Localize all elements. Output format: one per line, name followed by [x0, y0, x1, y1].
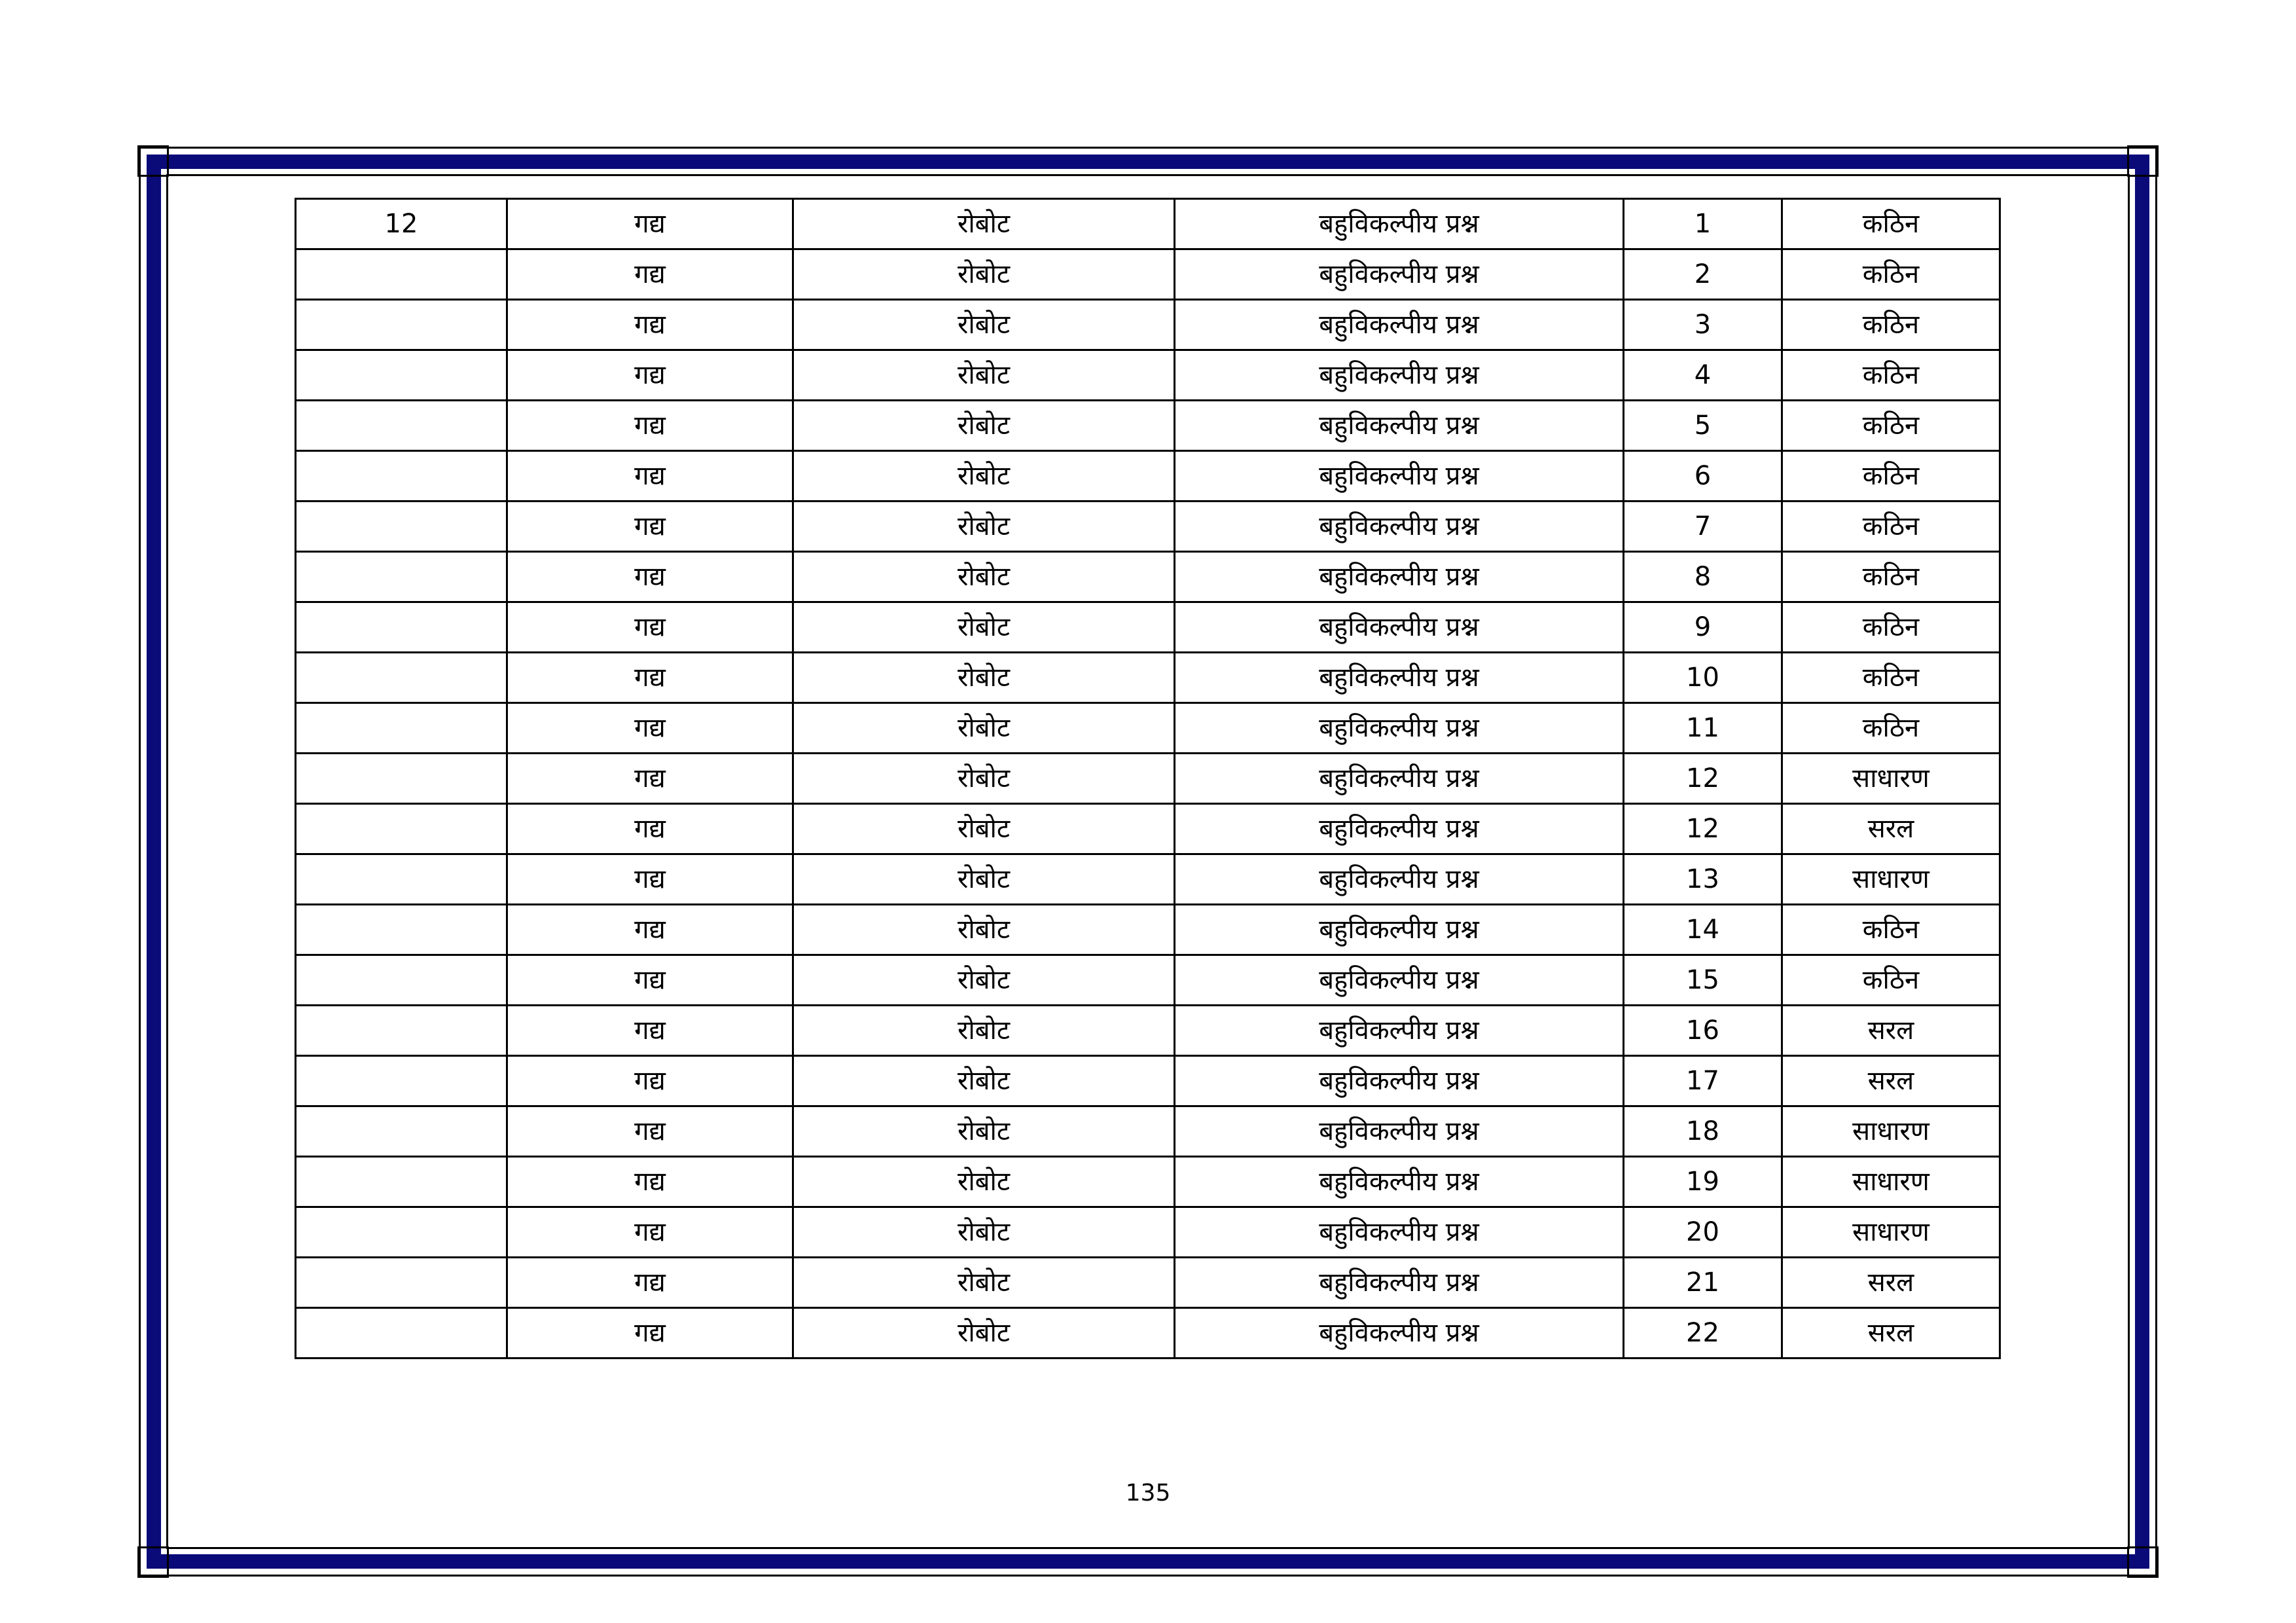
lesson-cell: रोबोट: [793, 451, 1175, 501]
page-number: 135: [1125, 1480, 1171, 1506]
question-type-cell: बहुविकल्पीय प्रश्न: [1175, 1056, 1624, 1106]
type-cell: गद्य: [507, 1207, 793, 1258]
lesson-cell: रोबोट: [793, 703, 1175, 754]
table-row: [296, 854, 2000, 905]
question-type-cell: बहुविकल्पीय प्रश्न: [1175, 854, 1624, 905]
lesson-cell: रोबोट: [793, 401, 1175, 451]
question-type-cell: बहुविकल्पीय प्रश्न: [1175, 1258, 1624, 1308]
serial-cell: [296, 1258, 507, 1308]
serial-cell: [296, 249, 507, 300]
table-row: [296, 501, 2000, 552]
difficulty-cell: सरल: [1782, 1006, 2000, 1056]
difficulty-cell: सरल: [1782, 1308, 2000, 1359]
serial-cell: 12: [296, 199, 507, 249]
question-number-cell: 3: [1624, 300, 1782, 350]
difficulty-cell: सरल: [1782, 1056, 2000, 1106]
difficulty-cell: कठिन: [1782, 501, 2000, 552]
question-type-cell: बहुविकल्पीय प्रश्न: [1175, 1308, 1624, 1359]
question-type-cell: बहुविकल्पीय प्रश्न: [1175, 199, 1624, 249]
lesson-cell: रोबोट: [793, 300, 1175, 350]
difficulty-cell: साधारण: [1782, 1106, 2000, 1157]
difficulty-cell: सरल: [1782, 1258, 2000, 1308]
serial-cell: [296, 501, 507, 552]
difficulty-cell: कठिन: [1782, 653, 2000, 703]
lesson-cell: रोबोट: [793, 955, 1175, 1006]
table-row: [296, 552, 2000, 602]
lesson-cell: रोबोट: [793, 1157, 1175, 1207]
type-cell: गद्य: [507, 552, 793, 602]
table-row: [296, 1207, 2000, 1258]
table-row: [296, 1006, 2000, 1056]
question-number-cell: 7: [1624, 501, 1782, 552]
type-cell: गद्य: [507, 905, 793, 955]
question-number-cell: 4: [1624, 350, 1782, 401]
lesson-cell: रोबोट: [793, 602, 1175, 653]
question-number-cell: 10: [1624, 653, 1782, 703]
difficulty-cell: कठिन: [1782, 905, 2000, 955]
question-number-cell: 12: [1624, 754, 1782, 804]
lesson-cell: रोबोट: [793, 1207, 1175, 1258]
table-row: [296, 703, 2000, 754]
type-cell: गद्य: [507, 854, 793, 905]
serial-cell: [296, 552, 507, 602]
lesson-cell: रोबोट: [793, 1106, 1175, 1157]
question-type-cell: बहुविकल्पीय प्रश्न: [1175, 754, 1624, 804]
type-cell: गद्य: [507, 1056, 793, 1106]
difficulty-cell: कठिन: [1782, 300, 2000, 350]
border-corner-ornament: [137, 145, 169, 177]
question-type-cell: बहुविकल्पीय प्रश्न: [1175, 1006, 1624, 1056]
difficulty-cell: साधारण: [1782, 854, 2000, 905]
difficulty-cell: साधारण: [1782, 1207, 2000, 1258]
lesson-cell: रोबोट: [793, 754, 1175, 804]
table-row: [296, 350, 2000, 401]
question-number-cell: 1: [1624, 199, 1782, 249]
border-corner-ornament: [137, 1546, 169, 1578]
table-row: [296, 1258, 2000, 1308]
question-number-cell: 8: [1624, 552, 1782, 602]
table-row: [296, 199, 2000, 249]
lesson-cell: रोबोट: [793, 1056, 1175, 1106]
question-type-cell: बहुविकल्पीय प्रश्न: [1175, 905, 1624, 955]
type-cell: गद्य: [507, 401, 793, 451]
serial-cell: [296, 653, 507, 703]
table-body: [296, 199, 2000, 1359]
question-number-cell: 9: [1624, 602, 1782, 653]
question-number-cell: 21: [1624, 1258, 1782, 1308]
serial-cell: [296, 1308, 507, 1359]
table-row: [296, 300, 2000, 350]
difficulty-cell: कठिन: [1782, 350, 2000, 401]
question-number-cell: 14: [1624, 905, 1782, 955]
question-number-cell: 12: [1624, 804, 1782, 854]
question-type-cell: बहुविकल्पीय प्रश्न: [1175, 451, 1624, 501]
table-row: [296, 653, 2000, 703]
serial-cell: [296, 401, 507, 451]
table-row: [296, 602, 2000, 653]
question-type-cell: बहुविकल्पीय प्रश्न: [1175, 804, 1624, 854]
type-cell: गद्य: [507, 300, 793, 350]
type-cell: गद्य: [507, 501, 793, 552]
lesson-cell: रोबोट: [793, 653, 1175, 703]
difficulty-cell: कठिन: [1782, 703, 2000, 754]
question-type-cell: बहुविकल्पीय प्रश्न: [1175, 552, 1624, 602]
serial-cell: [296, 300, 507, 350]
serial-cell: [296, 350, 507, 401]
serial-cell: [296, 1157, 507, 1207]
type-cell: गद्य: [507, 1308, 793, 1359]
difficulty-cell: सरल: [1782, 804, 2000, 854]
question-number-cell: 6: [1624, 451, 1782, 501]
table-row: [296, 804, 2000, 854]
question-number-cell: 19: [1624, 1157, 1782, 1207]
difficulty-cell: कठिन: [1782, 602, 2000, 653]
serial-cell: [296, 955, 507, 1006]
question-type-cell: बहुविकल्पीय प्रश्न: [1175, 602, 1624, 653]
table-row: [296, 401, 2000, 451]
type-cell: गद्य: [507, 804, 793, 854]
type-cell: गद्य: [507, 1258, 793, 1308]
question-number-cell: 5: [1624, 401, 1782, 451]
lesson-cell: रोबोट: [793, 1308, 1175, 1359]
lesson-cell: रोबोट: [793, 552, 1175, 602]
lesson-cell: रोबोट: [793, 249, 1175, 300]
question-type-cell: बहुविकल्पीय प्रश्न: [1175, 401, 1624, 451]
serial-cell: [296, 854, 507, 905]
lesson-cell: रोबोट: [793, 905, 1175, 955]
question-number-cell: 11: [1624, 703, 1782, 754]
lesson-cell: रोबोट: [793, 804, 1175, 854]
table-row: [296, 451, 2000, 501]
table-row: [296, 1106, 2000, 1157]
question-type-cell: बहुविकल्पीय प्रश्न: [1175, 249, 1624, 300]
lesson-cell: रोबोट: [793, 199, 1175, 249]
border-corner-ornament: [2127, 1546, 2159, 1578]
table-row: [296, 955, 2000, 1006]
type-cell: गद्य: [507, 653, 793, 703]
lesson-cell: रोबोट: [793, 854, 1175, 905]
question-table: [295, 198, 2001, 1359]
serial-cell: [296, 754, 507, 804]
question-number-cell: 13: [1624, 854, 1782, 905]
difficulty-cell: कठिन: [1782, 199, 2000, 249]
border-corner-ornament: [2127, 145, 2159, 177]
serial-cell: [296, 602, 507, 653]
table-row: [296, 754, 2000, 804]
serial-cell: [296, 703, 507, 754]
difficulty-cell: साधारण: [1782, 754, 2000, 804]
question-type-cell: बहुविकल्पीय प्रश्न: [1175, 703, 1624, 754]
question-number-cell: 15: [1624, 955, 1782, 1006]
type-cell: गद्य: [507, 199, 793, 249]
type-cell: गद्य: [507, 451, 793, 501]
serial-cell: [296, 1006, 507, 1056]
type-cell: गद्य: [507, 249, 793, 300]
question-type-cell: बहुविकल्पीय प्रश्न: [1175, 1106, 1624, 1157]
table-row: [296, 1308, 2000, 1359]
difficulty-cell: कठिन: [1782, 249, 2000, 300]
lesson-cell: रोबोट: [793, 1258, 1175, 1308]
difficulty-cell: कठिन: [1782, 451, 2000, 501]
type-cell: गद्य: [507, 1106, 793, 1157]
lesson-cell: रोबोट: [793, 1006, 1175, 1056]
difficulty-cell: कठिन: [1782, 401, 2000, 451]
lesson-cell: रोबोट: [793, 350, 1175, 401]
question-type-cell: बहुविकल्पीय प्रश्न: [1175, 955, 1624, 1006]
table-row: [296, 1157, 2000, 1207]
question-type-cell: बहुविकल्पीय प्रश्न: [1175, 300, 1624, 350]
table-row: [296, 249, 2000, 300]
type-cell: गद्य: [507, 1157, 793, 1207]
question-type-cell: बहुविकल्पीय प्रश्न: [1175, 1157, 1624, 1207]
serial-cell: [296, 804, 507, 854]
difficulty-cell: साधारण: [1782, 1157, 2000, 1207]
question-number-cell: 2: [1624, 249, 1782, 300]
table-row: [296, 905, 2000, 955]
lesson-cell: रोबोट: [793, 501, 1175, 552]
type-cell: गद्य: [507, 1006, 793, 1056]
question-number-cell: 17: [1624, 1056, 1782, 1106]
difficulty-cell: कठिन: [1782, 955, 2000, 1006]
serial-cell: [296, 1056, 507, 1106]
question-number-cell: 22: [1624, 1308, 1782, 1359]
question-type-cell: बहुविकल्पीय प्रश्न: [1175, 501, 1624, 552]
serial-cell: [296, 1106, 507, 1157]
type-cell: गद्य: [507, 350, 793, 401]
question-number-cell: 20: [1624, 1207, 1782, 1258]
type-cell: गद्य: [507, 703, 793, 754]
difficulty-cell: कठिन: [1782, 552, 2000, 602]
question-number-cell: 18: [1624, 1106, 1782, 1157]
question-type-cell: बहुविकल्पीय प्रश्न: [1175, 653, 1624, 703]
question-number-cell: 16: [1624, 1006, 1782, 1056]
question-type-cell: बहुविकल्पीय प्रश्न: [1175, 1207, 1624, 1258]
serial-cell: [296, 905, 507, 955]
question-type-cell: बहुविकल्पीय प्रश्न: [1175, 350, 1624, 401]
table-row: [296, 1056, 2000, 1106]
type-cell: गद्य: [507, 754, 793, 804]
serial-cell: [296, 1207, 507, 1258]
serial-cell: [296, 451, 507, 501]
type-cell: गद्य: [507, 955, 793, 1006]
type-cell: गद्य: [507, 602, 793, 653]
